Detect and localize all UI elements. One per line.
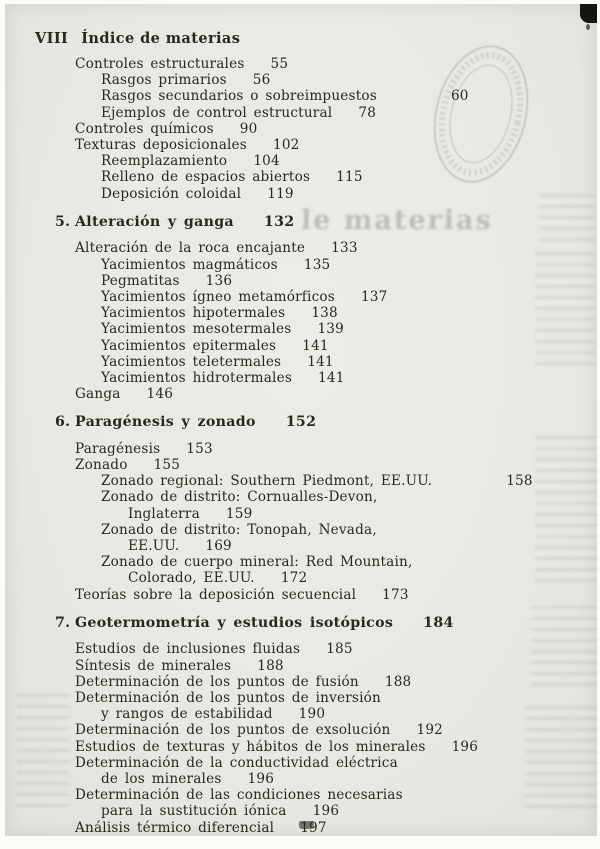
- toc-entry: [5, 457, 597, 473]
- toc-page-number: 136: [205, 272, 233, 289]
- toc-entry-text: EE.UU.: [128, 538, 180, 555]
- toc-entry-text: Inglaterra: [128, 505, 200, 522]
- toc-entry: [5, 803, 597, 819]
- toc-entry: [5, 771, 597, 787]
- toc-entry: [5, 739, 597, 755]
- toc-entry: [5, 674, 597, 690]
- toc-entry: [5, 240, 597, 256]
- toc-page-number: 133: [331, 240, 358, 257]
- toc-entry: [5, 641, 597, 657]
- toc-entry-text: Yacimientos hipotermales: [101, 305, 286, 322]
- page-number: VIII: [35, 30, 69, 47]
- toc-page-number: 159: [225, 505, 253, 522]
- toc-entry-text: Zonado: [75, 457, 128, 474]
- section-title: Alteración y ganga: [75, 213, 234, 230]
- toc-entry: [5, 506, 597, 522]
- toc-entry-text: Rasgos primarios: [101, 72, 227, 89]
- toc-entry-text: Yacimientos ígneo metamórficos: [101, 288, 335, 305]
- toc-page-number: 132: [263, 213, 295, 230]
- toc-entry-text: Colorado, EE.UU.: [128, 570, 255, 587]
- toc-page-number: 138: [311, 305, 338, 322]
- toc-page-number: 135: [303, 256, 331, 273]
- page-header: [35, 30, 240, 47]
- toc-entry-text: Yacimientos magmáticos: [101, 256, 278, 273]
- toc-page-number: 60: [450, 88, 469, 105]
- toc-entry-text: Paragénesis: [75, 440, 161, 457]
- toc-entry-text: Deposición coloidal: [101, 185, 242, 202]
- toc-entry-text: Estudios de texturas y hábitos de los minerales: [75, 738, 426, 755]
- toc-page-number: 55: [270, 56, 289, 72]
- toc-page-number: 158: [506, 473, 533, 490]
- toc-entry: [5, 787, 597, 803]
- toc-page-number: 141: [318, 369, 345, 386]
- toc-entry-text: Determinación de la conductividad eléctrica: [75, 754, 398, 771]
- toc-entry-text: y rangos de estabilidad: [101, 706, 273, 723]
- toc-page-number: 190: [298, 706, 326, 723]
- toc-entry: [5, 722, 597, 738]
- toc-entry: [5, 658, 597, 674]
- toc-entry: [5, 305, 597, 321]
- toc-page-number: 169: [205, 538, 232, 555]
- toc-entry: [5, 273, 597, 289]
- toc-page-number: 196: [312, 803, 340, 820]
- toc-entry-text: Análisis térmico diferencial: [75, 819, 275, 836]
- scan-corner-artifact: [580, 4, 597, 23]
- toc-entry: [5, 321, 597, 337]
- toc-section-heading: [5, 615, 597, 632]
- toc-entry-text: Controles estructurales: [75, 56, 245, 72]
- toc-entry: [5, 72, 597, 88]
- toc-entry-text: Síntesis de minerales: [75, 657, 232, 674]
- toc-entry-text: Yacimientos teletermales: [101, 353, 282, 370]
- toc-page-number: 141: [302, 337, 329, 354]
- toc-page-number: 184: [423, 614, 454, 631]
- toc-entry-text: Controles químicos: [75, 120, 214, 137]
- toc-entry: [5, 820, 597, 836]
- toc-page-number: 196: [451, 738, 479, 755]
- toc-page-number: 152: [285, 414, 317, 431]
- toc-entry: [5, 257, 597, 273]
- toc-entry-text: Determinación de los puntos de inversión: [75, 690, 381, 706]
- toc-page-number: 197: [300, 819, 327, 836]
- toc-entry-text: Ejemplos de control estructural: [101, 104, 333, 121]
- section-number: 6.: [55, 414, 71, 431]
- toc-entry: [5, 289, 597, 305]
- toc-page-number: 56: [252, 72, 271, 89]
- toc-entry: [5, 755, 597, 771]
- section-number: 5.: [55, 213, 71, 230]
- toc-entry: [5, 105, 597, 121]
- scan-speck-artifact: [586, 24, 590, 30]
- toc-entry-text: para la sustitución iónica: [101, 803, 287, 820]
- toc-entry: [5, 522, 597, 538]
- toc-entry: [5, 538, 597, 554]
- toc-entry-text: Pegmatitas: [101, 272, 180, 289]
- toc-entry-text: Zonado de distrito: Tonopah, Nevada,: [101, 521, 377, 538]
- toc-page-number: 185: [326, 641, 353, 658]
- toc-entry-text: Zonado de cuerpo mineral: Red Mountain,: [101, 554, 413, 571]
- toc-entry: [5, 354, 597, 370]
- section-title: Paragénesis y zonado: [75, 414, 256, 431]
- toc-section-heading: [5, 214, 597, 231]
- toc-entry: [5, 706, 597, 722]
- toc-entry-text: Yacimientos hidrotermales: [101, 369, 293, 386]
- toc-entry-text: Alteración de la roca encajante: [75, 240, 306, 257]
- toc-page-number: 119: [267, 185, 294, 202]
- table-of-contents: [5, 56, 597, 836]
- toc-section-heading: [5, 414, 597, 431]
- toc-entry: [5, 554, 597, 570]
- toc-page-number: 192: [416, 722, 444, 739]
- toc-page-number: 155: [153, 457, 181, 474]
- toc-entry-text: Estudios de inclusiones fluidas: [75, 641, 301, 658]
- toc-entry-text: Rasgos secundarios o sobreimpuestos: [101, 88, 377, 105]
- toc-page-number: 137: [360, 288, 388, 305]
- toc-entry: [5, 169, 597, 185]
- scanned-book-page: [5, 4, 597, 836]
- header-title: Índice de materias: [81, 30, 241, 47]
- toc-entry-text: Zonado regional: Southern Piedmont, EE.UU.: [101, 473, 433, 490]
- toc-entry-text: Determinación de las condiciones necesarias: [75, 787, 403, 804]
- toc-entry: [5, 137, 597, 153]
- toc-entry-text: Texturas deposicionales: [75, 137, 247, 154]
- toc-entry-text: Reemplazamiento: [101, 153, 228, 170]
- toc-entry: [5, 88, 597, 104]
- toc-entry: [5, 441, 597, 457]
- toc-page-number: 90: [239, 120, 258, 137]
- toc-entry-text: Ganga: [75, 386, 121, 403]
- toc-entry: [5, 473, 597, 489]
- toc-entry-text: Teorías sobre la deposición secuencial: [75, 586, 357, 603]
- toc-entry: [5, 338, 597, 354]
- toc-entry: [5, 489, 597, 505]
- bleedthrough-text: le materias: [300, 205, 494, 236]
- toc-entry: [5, 153, 597, 169]
- toc-entry: [5, 370, 597, 386]
- toc-page-number: 188: [384, 673, 412, 690]
- toc-page-number: 102: [272, 137, 300, 154]
- toc-page-number: 104: [253, 153, 280, 170]
- toc-entry-text: Determinación de los puntos de fusión: [75, 673, 359, 690]
- toc-page-number: 115: [336, 169, 363, 186]
- toc-page-number: 141: [307, 353, 334, 370]
- toc-page-number: 78: [358, 104, 377, 121]
- toc-entry-text: Determinación de los puntos de exsolución: [75, 722, 391, 739]
- section-title: Geotermometría y estudios isotópicos: [75, 614, 394, 631]
- toc-page-number: 173: [382, 586, 409, 603]
- toc-entry: [5, 386, 597, 402]
- toc-entry: [5, 121, 597, 137]
- toc-entry: [5, 56, 597, 72]
- toc-page-number: 139: [317, 321, 344, 338]
- toc-page-number: 188: [257, 657, 284, 674]
- toc-page-number: 153: [186, 440, 213, 457]
- section-number: 7.: [55, 614, 71, 631]
- toc-entry-text: de los minerales: [101, 771, 222, 788]
- toc-page-number: 172: [280, 570, 308, 587]
- toc-entry: [5, 587, 597, 603]
- toc-entry: [5, 186, 597, 202]
- toc-entry-text: Relleno de espacios abiertos: [101, 169, 311, 186]
- toc-page-number: 146: [146, 386, 174, 403]
- toc-entry: [5, 570, 597, 586]
- toc-entry-text: Yacimientos epitermales: [101, 337, 277, 354]
- toc-entry-text: Zonado de distrito: Cornualles-Devon,: [101, 489, 378, 506]
- toc-entry: [5, 690, 597, 706]
- toc-page-number: 196: [247, 771, 275, 788]
- toc-entry-text: Yacimientos mesotermales: [101, 321, 292, 338]
